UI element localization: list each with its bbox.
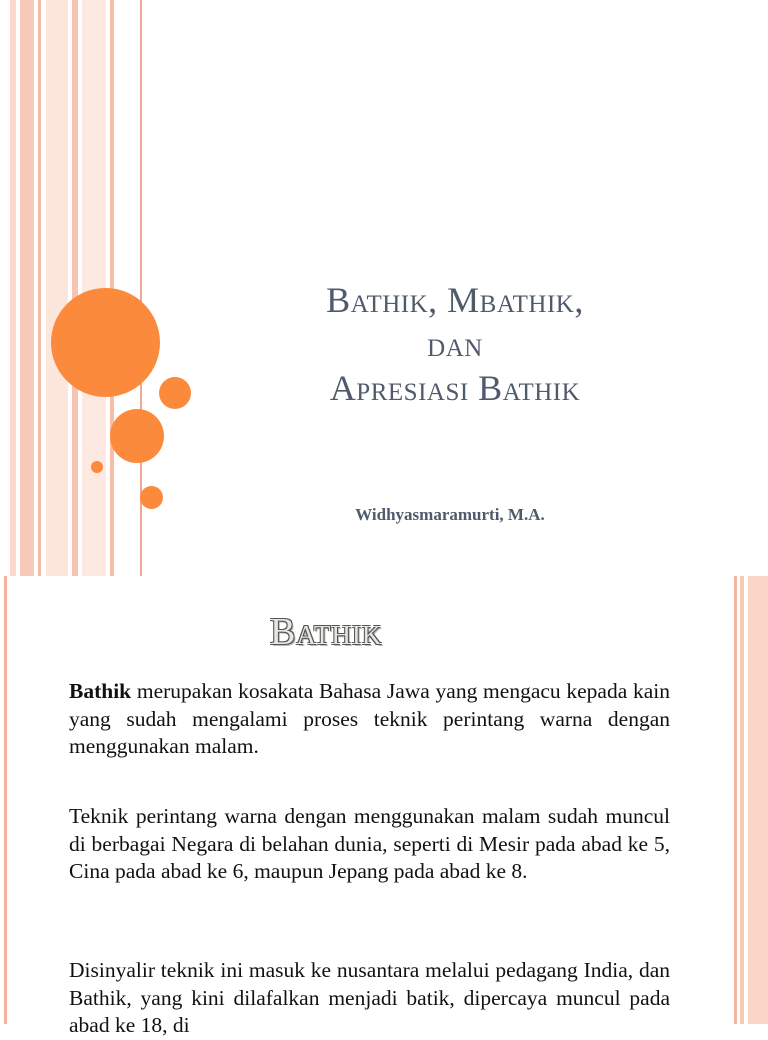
decor-circle-medium bbox=[110, 409, 164, 463]
title-line: Bathik, Mbathik, bbox=[326, 280, 584, 320]
decor-stripe bbox=[10, 0, 16, 576]
paragraph bbox=[69, 678, 670, 761]
decor-stripe bbox=[748, 576, 768, 1024]
decor-circle-tiny bbox=[91, 461, 103, 473]
author-name: Widhyasmaramurti, M.A. bbox=[355, 505, 545, 524]
title-line: Apresiasi Bathik bbox=[329, 368, 581, 408]
decor-stripe bbox=[38, 0, 41, 576]
decor-stripe bbox=[734, 576, 737, 1024]
slide-title bbox=[150, 278, 760, 410]
paragraph: Teknik perintang warna dengan menggunakan malam sudah muncul di berbagai Negara di belahan dunia, seperti di Mesir pada abad ke 5, Cina pada abad ke 6, maupun Jepang pada abad ke 8. bbox=[69, 804, 670, 883]
decor-stripe bbox=[4, 576, 7, 1024]
term-bold: Bathik bbox=[69, 679, 132, 703]
decor-stripe bbox=[20, 0, 34, 576]
section-heading: Bathik bbox=[270, 611, 383, 653]
title-line: dan bbox=[427, 324, 483, 364]
paragraph-text: merupakan kosakata Bahasa Jawa yang mengacu kepada kain yang sudah mengalami proses teknik perintang warna dengan menggunakan malam. bbox=[69, 679, 670, 758]
decor-stripe bbox=[72, 0, 78, 576]
decor-stripe bbox=[46, 0, 68, 576]
decor-stripe bbox=[740, 576, 744, 1024]
decor-circle-large bbox=[51, 288, 160, 397]
paragraph: Disinyalir teknik ini masuk ke nusantara melalui pedagang India, dan Bathik, yang kini dilafalkan menjadi batik, dipercaya muncul pada abad ke 18, di bbox=[69, 958, 670, 1037]
